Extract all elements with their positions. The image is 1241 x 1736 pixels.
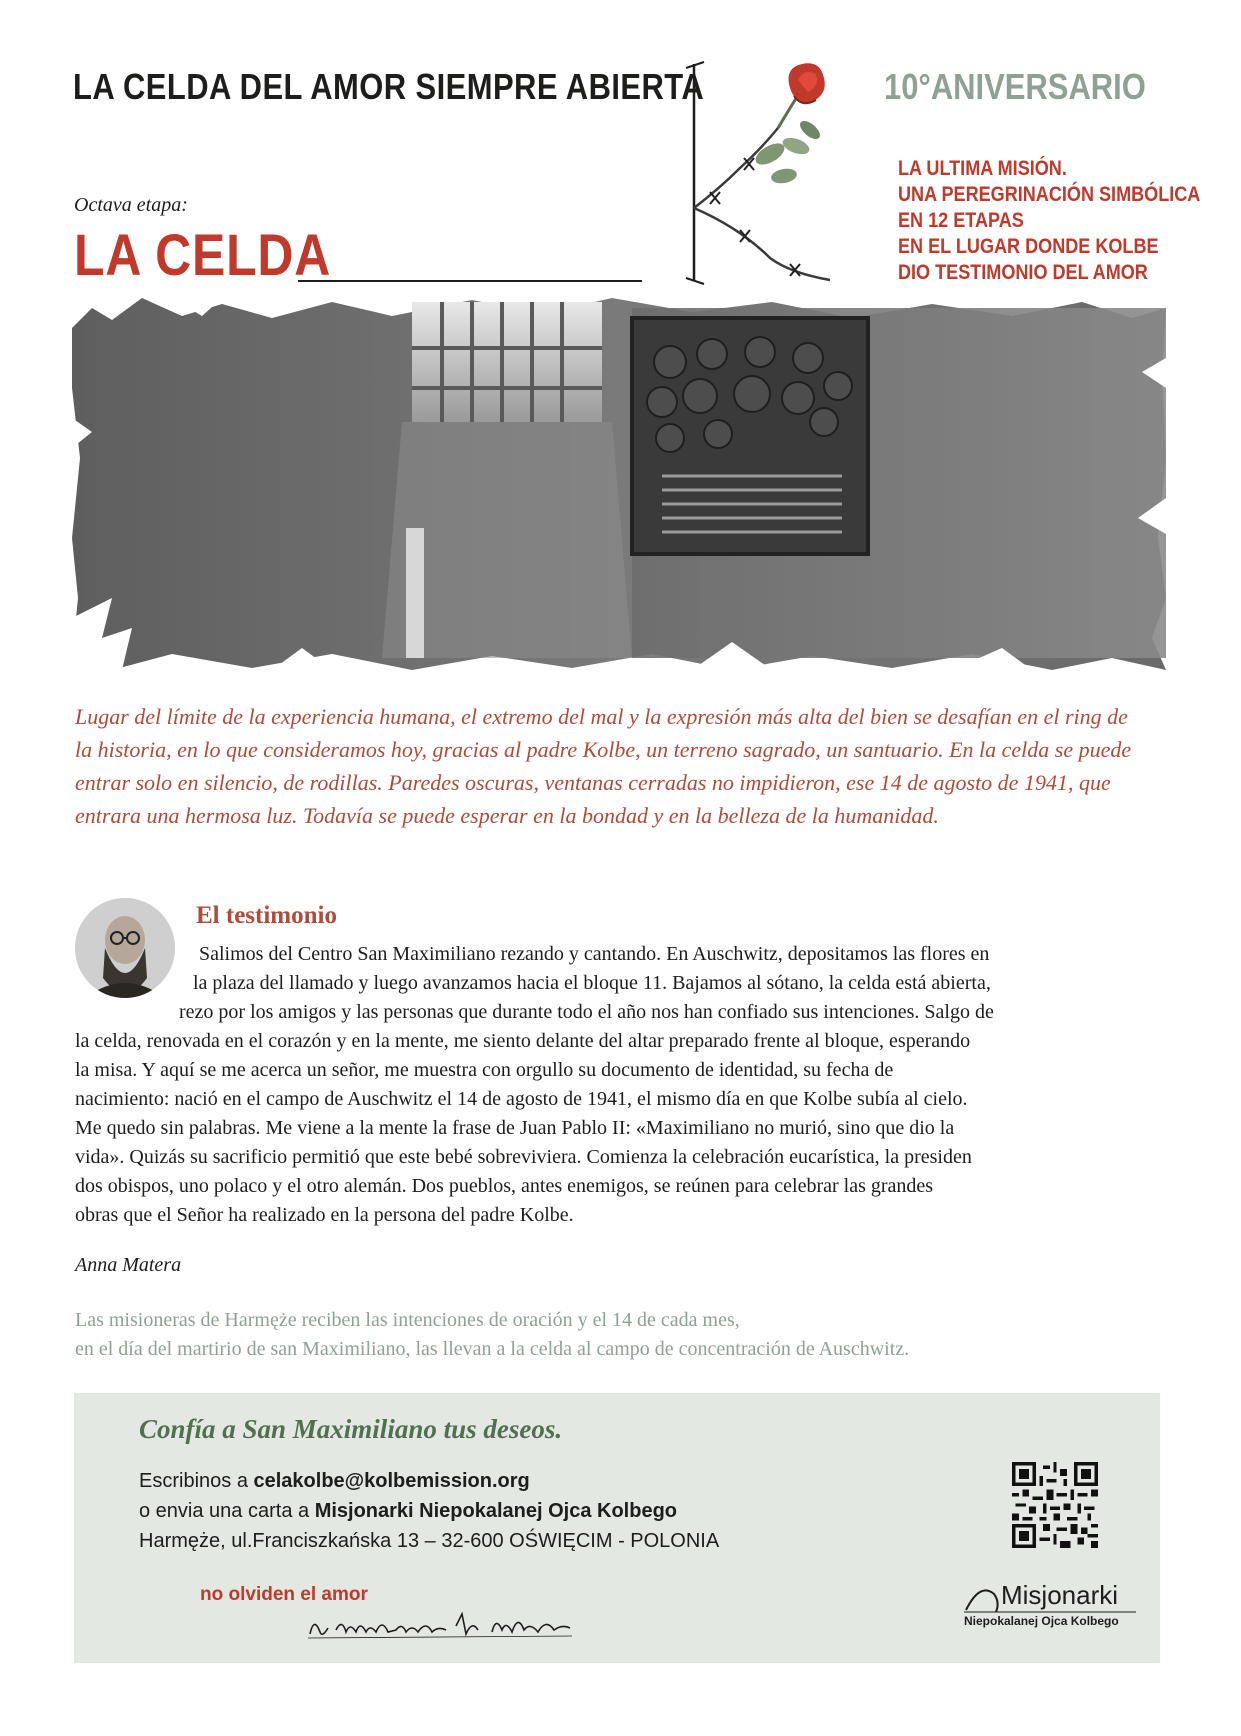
note-line: en el día del martirio de san Maximiliano, las llevan a la celda al campo de concentración de Auschwitz. [75, 1338, 910, 1360]
stage-label: Octava etapa: [74, 194, 188, 216]
email-line [139, 1466, 719, 1496]
intro-paragraph: Lugar del límite de la experiencia humana, el extremo del mal y la expresión más alta del bien se desafían en el ring de la historia, en lo que consideramos hoy, gracias al padre Kolbe, un terreno sagrado, un santuario. En la celda se puede entrar solo en silencio, de rodillas. Paredes oscuras, ventanas cerradas no impidieron, ese 14 de agosto de 1941, que entrara una hermosa luz. Todavía se puede esperar en la bondad y en la belleza de la humanidad. [75, 704, 1132, 828]
testimony-line: la plaza del llamado y luego avanzamos hacia el bloque 11. Bajamos al sótano, la celda está abierta, [193, 972, 991, 994]
logo-wordmark: Misjonarki [1001, 1580, 1119, 1610]
missionaries-note [75, 1306, 909, 1364]
testimony-line: Me quedo sin palabras. Me viene a la mente la frase de Juan Pablo II: «Maximiliano no murió, sino que dio la [75, 1117, 955, 1139]
contact-heading: Confía a San Maximiliano tus deseos. [139, 1414, 563, 1444]
mission-line: LA ULTIMA MISIÓN. [898, 157, 1067, 180]
qr-code-icon[interactable] [1012, 1462, 1098, 1548]
kolbe-signature-icon [306, 1608, 576, 1644]
testimony-author: Anna Matera [75, 1254, 182, 1276]
testimony-line: la celda, renovada en el corazón y en la mente, me siento delante del altar preparado frente al bloque, esperando [75, 1030, 971, 1052]
testimony-line: rezo por los amigos y las personas que durante todo el año nos han confiado sus intenciones. Salgo de [179, 1001, 994, 1023]
testimony-line: vida». Quizás su sacrificio permitió que este bebé sobreviviera. Comienza la celebración eucarística, la presiden [75, 1146, 972, 1168]
mission-line: DIO TESTIMONIO DEL AMOR [898, 261, 1148, 284]
postal-address: Harmęże, ul.Franciszkańska 13 – 32-600 OŚWIĘCIM - POLONIA [139, 1530, 720, 1552]
mission-subtitle [898, 156, 1200, 286]
main-title: LA CELDA DEL AMOR SIEMPRE ABIERTA [73, 66, 705, 107]
note-line: Las misioneras de Harmęże reciben las intenciones de oración y el 14 de cada mes, [75, 1309, 740, 1331]
testimony-body [75, 940, 1135, 1230]
testimony-heading: El testimonio [196, 902, 337, 929]
testimony-line: Salimos del Centro San Maximiliano rezando y cantando. En Auschwitz, depositamos las flores en [199, 943, 990, 965]
stage-title: LA CELDA [74, 223, 332, 288]
k-rose-emblem-icon [680, 58, 870, 288]
letter-prefix: o envia una carta a [139, 1500, 315, 1522]
logo-subtitle: Niepokalanej Ojca Kolbego [964, 1614, 1119, 1628]
testimony-line: obras que el Señor ha realizado en la persona del padre Kolbe. [75, 1204, 574, 1226]
organization-name: Misjonarki Niepokalanej Ojca Kolbego [314, 1500, 678, 1522]
mission-line: EN EL LUGAR DONDE KOLBE [898, 235, 1159, 258]
anniversary-title: 10°ANIVERSARIO [884, 66, 1146, 107]
email-link[interactable]: celakolbe@kolbemission.org [253, 1470, 530, 1492]
stage-title-rule [298, 280, 642, 282]
mission-line: EN 12 ETAPAS [898, 209, 1024, 232]
testimony-line: nacimiento: nació en el campo de Auschwitz el 14 de agosto de 1941, el mismo día en que Kolbe subía al cielo. [75, 1088, 968, 1110]
testimony-line: dos obispos, uno polaco y el otro alemán. Dos pueblos, antes enemigos, se reúnen para celebrar las grandes [75, 1175, 934, 1197]
cell-photograph [72, 298, 1166, 670]
letter-line [139, 1496, 719, 1526]
contact-details [139, 1466, 719, 1556]
email-prefix: Escribinos a [139, 1470, 254, 1492]
slogan: no olviden el amor [200, 1584, 368, 1605]
testimony-line: la misa. Y aquí se me acerca un señor, me muestra con orgullo su documento de identidad, su fecha de [75, 1059, 894, 1081]
mission-line: UNA PEREGRINACIÓN SIMBÓLICA [898, 183, 1201, 206]
